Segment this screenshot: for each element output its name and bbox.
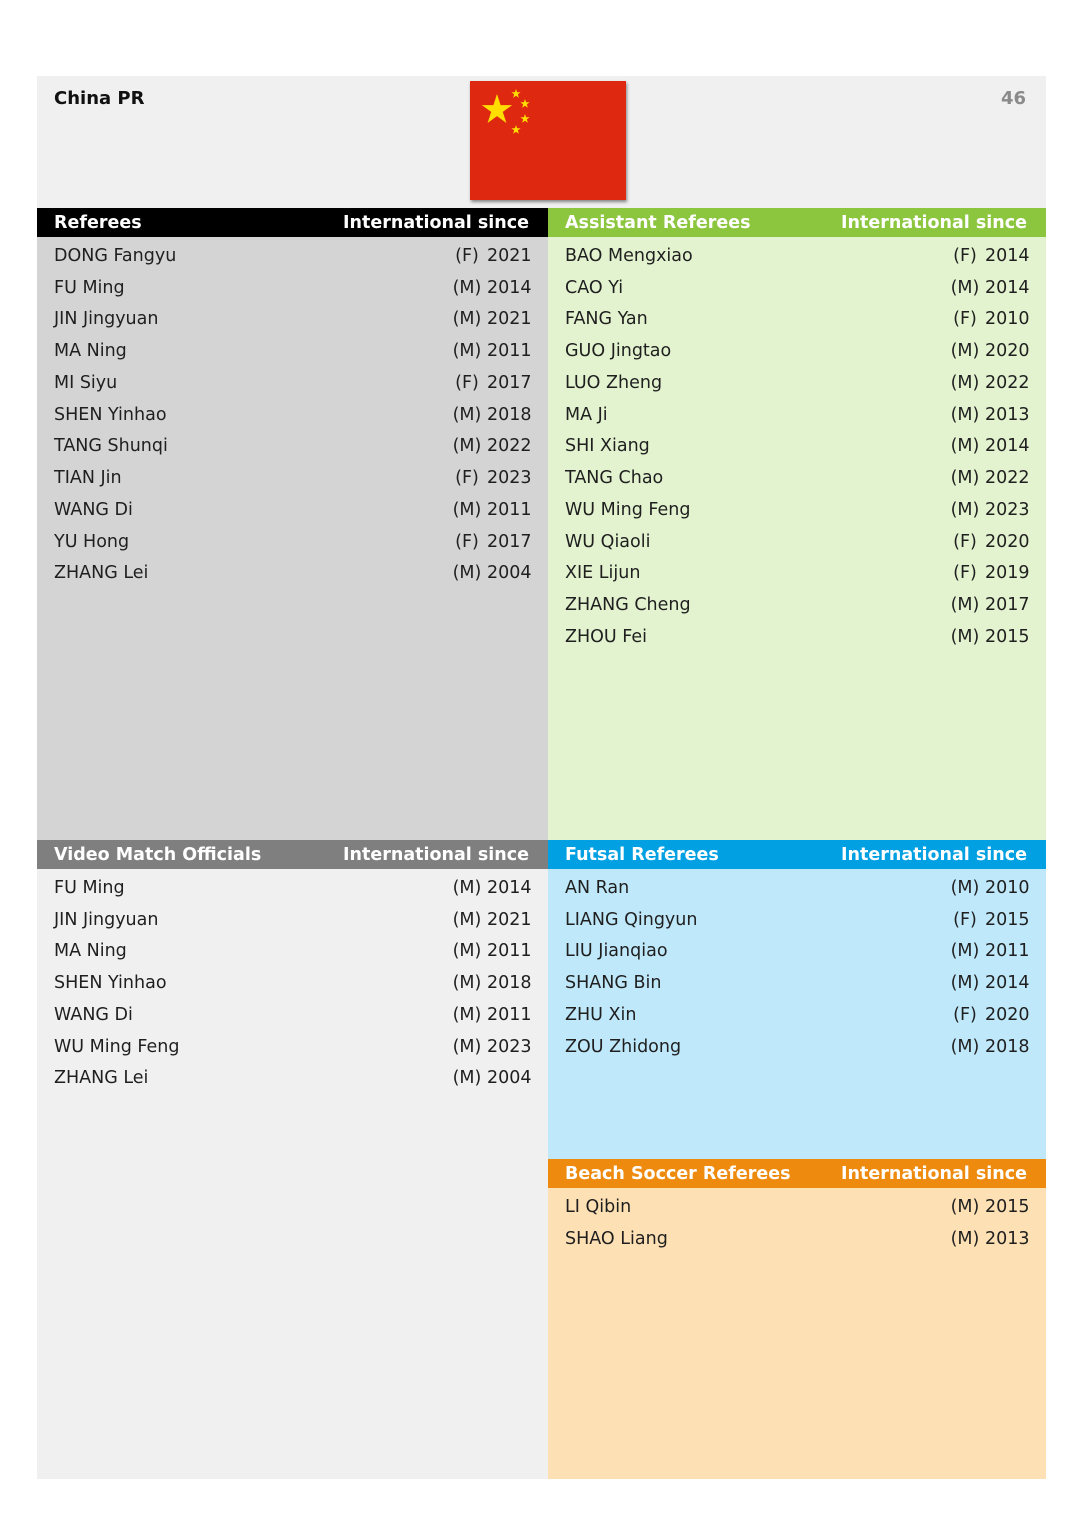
- official-row: [37, 431, 548, 463]
- official-name: DONG Fangyu: [54, 245, 177, 266]
- official-row: [548, 936, 1046, 968]
- official-gender: (M): [950, 436, 980, 457]
- official-name: ZHOU Fei: [565, 626, 648, 647]
- official-since-year: 2023: [487, 1036, 532, 1057]
- official-since-year: 2014: [985, 245, 1030, 266]
- official-since-year: 2018: [985, 1036, 1030, 1057]
- official-row: [548, 526, 1046, 558]
- official-since-year: 2018: [487, 404, 532, 425]
- official-row: [548, 558, 1046, 590]
- official-since-year: 2010: [985, 877, 1030, 898]
- official-name: TIAN Jin: [54, 468, 122, 489]
- futsal-referees-body: [548, 869, 1046, 1159]
- official-row: [548, 1191, 1046, 1223]
- beach-soccer-referees-body: [548, 1188, 1046, 1479]
- official-row: [37, 399, 548, 431]
- official-row: [548, 872, 1046, 904]
- official-row: [37, 462, 548, 494]
- official-since-year: 2023: [487, 468, 532, 489]
- official-name: JIN Jingyuan: [54, 909, 159, 930]
- assistant-referees-section: [548, 208, 1046, 840]
- official-name: SHAO Liang: [565, 1228, 668, 1249]
- official-row: [548, 399, 1046, 431]
- official-row: [548, 240, 1046, 272]
- official-since-year: 2020: [985, 341, 1030, 362]
- official-since-year: 2014: [487, 277, 532, 298]
- official-since-year: 2011: [487, 1004, 532, 1025]
- official-row: [548, 621, 1046, 653]
- official-name: MA Ning: [54, 341, 127, 362]
- official-name: WU Qiaoli: [565, 531, 651, 552]
- futsal-referees-list: [548, 872, 1046, 1063]
- official-since-year: 2013: [985, 404, 1030, 425]
- official-row: [548, 904, 1046, 936]
- official-gender: (F): [455, 531, 479, 552]
- official-row: [37, 558, 548, 590]
- futsal-referees-title: Futsal Referees: [565, 844, 719, 865]
- official-gender: (M): [950, 973, 980, 994]
- official-gender: (M): [452, 877, 482, 898]
- official-gender: (M): [950, 277, 980, 298]
- official-since-year: 2021: [487, 245, 532, 266]
- official-row: [37, 967, 548, 999]
- official-gender: (M): [950, 941, 980, 962]
- assistant-referees-body: [548, 237, 1046, 840]
- official-row: [37, 304, 548, 336]
- video-match-officials-since-label: International since: [343, 844, 529, 865]
- country-name: China PR: [54, 88, 145, 109]
- referees-section: [37, 208, 548, 840]
- official-gender: (M): [452, 973, 482, 994]
- official-name: FU Ming: [54, 277, 125, 298]
- official-since-year: 2022: [487, 436, 532, 457]
- beach-soccer-referees-list: [548, 1191, 1046, 1255]
- official-gender: (M): [950, 341, 980, 362]
- official-gender: (M): [452, 277, 482, 298]
- official-since-year: 2023: [985, 499, 1030, 520]
- official-gender: (M): [950, 1228, 980, 1249]
- video-match-officials-header: [37, 840, 548, 869]
- official-name: LIANG Qingyun: [565, 909, 698, 930]
- official-row: [37, 1031, 548, 1063]
- official-row: [37, 272, 548, 304]
- official-name: BAO Mengxiao: [565, 245, 693, 266]
- official-name: WANG Di: [54, 499, 133, 520]
- referees-body: [37, 237, 548, 840]
- official-row: [37, 526, 548, 558]
- official-gender: (M): [452, 909, 482, 930]
- official-row: [37, 240, 548, 272]
- official-since-year: 2013: [985, 1228, 1030, 1249]
- official-name: FANG Yan: [565, 309, 648, 330]
- assistant-referees-header: [548, 208, 1046, 237]
- official-since-year: 2014: [985, 277, 1030, 298]
- official-row: [548, 589, 1046, 621]
- assistant-referees-since-label: International since: [841, 212, 1027, 233]
- official-gender: (F): [953, 309, 977, 330]
- official-since-year: 2020: [985, 531, 1030, 552]
- official-name: SHANG Bin: [565, 973, 662, 994]
- official-row: [37, 872, 548, 904]
- official-since-year: 2022: [985, 468, 1030, 489]
- official-gender: (M): [452, 941, 482, 962]
- official-gender: (M): [452, 1036, 482, 1057]
- official-name: WANG Di: [54, 1004, 133, 1025]
- official-name: ZHANG Lei: [54, 1068, 149, 1089]
- official-row: [548, 272, 1046, 304]
- official-gender: (M): [452, 1068, 482, 1089]
- futsal-referees-header: [548, 840, 1046, 869]
- official-row: [548, 335, 1046, 367]
- official-gender: (M): [452, 309, 482, 330]
- futsal-referees-since-label: International since: [841, 844, 1027, 865]
- official-since-year: 2021: [487, 309, 532, 330]
- official-row: [548, 967, 1046, 999]
- beach-soccer-referees-since-label: International since: [841, 1163, 1027, 1184]
- official-row: [37, 999, 548, 1031]
- official-row: [37, 367, 548, 399]
- official-gender: (F): [455, 372, 479, 393]
- official-since-year: 2022: [985, 372, 1030, 393]
- official-name: CAO Yi: [565, 277, 624, 298]
- futsal-referees-section: [548, 840, 1046, 1159]
- official-since-year: 2017: [985, 595, 1030, 616]
- official-name: MA Ji: [565, 404, 608, 425]
- official-gender: (F): [953, 1004, 977, 1025]
- official-since-year: 2017: [487, 531, 532, 552]
- official-name: FU Ming: [54, 877, 125, 898]
- official-since-year: 2019: [985, 563, 1030, 584]
- beach-soccer-referees-header: [548, 1159, 1046, 1188]
- official-gender: (M): [950, 595, 980, 616]
- official-name: TANG Shunqi: [54, 436, 168, 457]
- assistant-referees-title: Assistant Referees: [565, 212, 751, 233]
- official-since-year: 2011: [487, 499, 532, 520]
- official-name: JIN Jingyuan: [54, 309, 159, 330]
- official-gender: (M): [950, 626, 980, 647]
- official-row: [37, 1063, 548, 1095]
- video-match-officials-list: [37, 872, 548, 1094]
- official-since-year: 2011: [487, 341, 532, 362]
- referees-list: [37, 240, 548, 589]
- page-number: 46: [1000, 88, 1026, 109]
- official-name: ZHANG Lei: [54, 563, 149, 584]
- official-gender: (M): [950, 1036, 980, 1057]
- official-name: ZHANG Cheng: [565, 595, 691, 616]
- official-name: TANG Chao: [565, 468, 664, 489]
- official-gender: (M): [452, 404, 482, 425]
- official-name: LIU Jianqiao: [565, 941, 668, 962]
- official-name: LI Qibin: [565, 1196, 632, 1217]
- official-row: [37, 494, 548, 526]
- official-gender: (M): [452, 341, 482, 362]
- official-since-year: 2004: [487, 563, 532, 584]
- official-row: [548, 494, 1046, 526]
- official-name: ZOU Zhidong: [565, 1036, 682, 1057]
- official-name: YU Hong: [54, 531, 130, 552]
- assistant-referees-list: [548, 240, 1046, 653]
- official-name: SHEN Yinhao: [54, 973, 167, 994]
- official-name: WU Ming Feng: [54, 1036, 180, 1057]
- official-gender: (F): [455, 245, 479, 266]
- official-name: MI Siyu: [54, 372, 118, 393]
- official-row: [548, 367, 1046, 399]
- official-since-year: 2014: [985, 436, 1030, 457]
- official-since-year: 2010: [985, 309, 1030, 330]
- video-match-officials-body: [37, 869, 548, 1479]
- official-gender: (M): [452, 499, 482, 520]
- official-since-year: 2011: [487, 941, 532, 962]
- official-row: [37, 936, 548, 968]
- official-gender: (M): [452, 1004, 482, 1025]
- official-since-year: 2015: [985, 1196, 1030, 1217]
- official-since-year: 2020: [985, 1004, 1030, 1025]
- beach-soccer-referees-title: Beach Soccer Referees: [565, 1163, 791, 1184]
- official-row: [548, 1031, 1046, 1063]
- official-gender: (F): [953, 245, 977, 266]
- official-name: GUO Jingtao: [565, 341, 672, 362]
- official-since-year: 2014: [985, 973, 1030, 994]
- official-gender: (M): [950, 468, 980, 489]
- official-name: SHEN Yinhao: [54, 404, 167, 425]
- official-row: [548, 431, 1046, 463]
- video-match-officials-section: [37, 840, 548, 1479]
- official-name: XIE Lijun: [565, 563, 641, 584]
- official-gender: (F): [953, 563, 977, 584]
- official-name: WU Ming Feng: [565, 499, 691, 520]
- china-flag-icon: [470, 81, 626, 200]
- official-gender: (M): [950, 372, 980, 393]
- official-name: MA Ning: [54, 941, 127, 962]
- official-since-year: 2014: [487, 877, 532, 898]
- official-since-year: 2021: [487, 909, 532, 930]
- official-row: [37, 904, 548, 936]
- flag-field: [470, 81, 626, 200]
- official-name: LUO Zheng: [565, 372, 663, 393]
- official-gender: (M): [950, 877, 980, 898]
- official-since-year: 2018: [487, 973, 532, 994]
- official-row: [548, 304, 1046, 336]
- official-since-year: 2004: [487, 1068, 532, 1089]
- official-gender: (M): [950, 1196, 980, 1217]
- official-gender: (F): [953, 531, 977, 552]
- official-row: [37, 335, 548, 367]
- referees-title: Referees: [54, 212, 142, 233]
- official-row: [548, 1223, 1046, 1255]
- video-match-officials-title: Video Match Officials: [54, 844, 262, 865]
- official-gender: (M): [950, 499, 980, 520]
- official-since-year: 2011: [985, 941, 1030, 962]
- beach-soccer-referees-section: [548, 1159, 1046, 1479]
- referees-header: [37, 208, 548, 237]
- referees-since-label: International since: [343, 212, 529, 233]
- official-gender: (M): [452, 436, 482, 457]
- official-since-year: 2015: [985, 909, 1030, 930]
- official-name: SHI Xiang: [565, 436, 650, 457]
- official-since-year: 2017: [487, 372, 532, 393]
- official-name: ZHU Xin: [565, 1004, 637, 1025]
- official-gender: (F): [953, 909, 977, 930]
- official-gender: (M): [950, 404, 980, 425]
- official-gender: (M): [452, 563, 482, 584]
- official-since-year: 2015: [985, 626, 1030, 647]
- official-row: [548, 999, 1046, 1031]
- official-gender: (F): [455, 468, 479, 489]
- official-row: [548, 462, 1046, 494]
- official-name: AN Ran: [565, 877, 630, 898]
